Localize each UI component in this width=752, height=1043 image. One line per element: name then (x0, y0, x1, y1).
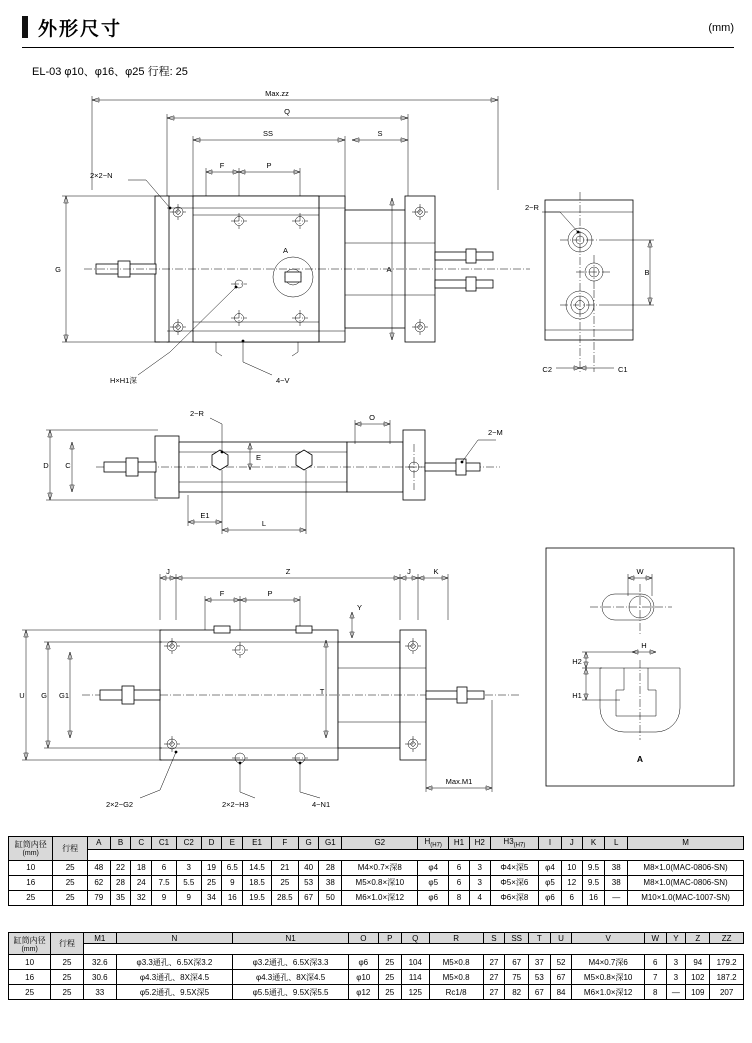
svg-text:T: T (319, 687, 325, 696)
cell-bore: 10 (9, 860, 53, 875)
th-c1: C1 (152, 837, 177, 850)
th-i: I (539, 837, 562, 850)
cell-o: φ12 (349, 985, 378, 1000)
svg-text:A: A (283, 246, 289, 255)
cell-n1: φ4.3通孔、8X深4.5 (233, 970, 349, 985)
cell-o: φ6 (349, 955, 378, 970)
cell-s: 27 (483, 970, 505, 985)
th2-w: W (644, 933, 666, 944)
th-stroke: 行程 (53, 837, 87, 861)
svg-text:G1: G1 (58, 691, 70, 700)
cell-k: 16 (582, 890, 605, 905)
cell-ss: 67 (505, 955, 529, 970)
cell-k: 9.5 (582, 875, 605, 890)
table-row (9, 985, 744, 1000)
cell-m1: 30.6 (83, 970, 116, 985)
cell-l: 38 (605, 860, 628, 875)
svg-text:J: J (166, 567, 170, 576)
cell-bore: 16 (9, 970, 51, 985)
th2-ss: SS (505, 933, 529, 944)
dimension-table-2 (8, 932, 744, 1000)
svg-text:F: F (219, 161, 225, 170)
th-b: B (110, 837, 131, 850)
cell-stroke: 25 (53, 890, 87, 905)
cell-v: M6×1.0×深12 (572, 985, 645, 1000)
cell-g2: M5×0.8×深10 (342, 875, 418, 890)
cell-w: 7 (644, 970, 666, 985)
svg-text:4−V: 4−V (276, 376, 290, 385)
svg-text:2×2−N: 2×2−N (90, 171, 113, 180)
th2-u: U (550, 933, 572, 944)
dim-o (355, 413, 390, 444)
cell-j: 12 (561, 875, 582, 890)
th2-t: T (528, 933, 550, 944)
svg-text:H2: H2 (572, 657, 582, 666)
table-row (9, 970, 744, 985)
svg-text:O: O (369, 413, 375, 422)
cell-d: 19 (201, 860, 222, 875)
leader-2m-side (461, 428, 503, 463)
cell-m: M8×1.0(MAC-0806-SN) (628, 875, 744, 890)
leader-4v (216, 340, 298, 385)
cell-z: 102 (686, 970, 710, 985)
cell-e: 16 (222, 890, 243, 905)
cell-d: 25 (201, 875, 222, 890)
table1-header-row2 (9, 849, 744, 860)
cell-b: 35 (110, 890, 131, 905)
cell-o: φ10 (349, 970, 378, 985)
th-h3: $H3_{(H7)}$ (490, 837, 538, 850)
svg-text:G: G (55, 265, 61, 274)
th2-r: R (429, 933, 483, 944)
cell-bore: 25 (9, 985, 51, 1000)
cell-p: 25 (378, 985, 401, 1000)
th2-o: O (349, 933, 378, 944)
cell-h: φ4 (418, 860, 449, 875)
cell-n1: φ3.2通孔、6.5X深3.3 (233, 955, 349, 970)
svg-text:E: E (256, 453, 262, 462)
page-title: 外形尺寸 (38, 19, 123, 40)
cell-r: M5×0.8 (429, 955, 483, 970)
th2-n: N (116, 933, 232, 944)
cell-r: Rc1/8 (429, 985, 483, 1000)
cell-m1: 33 (83, 985, 116, 1000)
cell-g2: M4×0.7×深8 (342, 860, 418, 875)
th-h1: H1 (449, 837, 470, 850)
cell-p: 25 (378, 970, 401, 985)
cell-a: 79 (87, 890, 110, 905)
th2-bore: 缸筒内径 (mm) (9, 933, 51, 955)
cell-q: 125 (402, 985, 430, 1000)
cell-c1: 9 (152, 890, 177, 905)
svg-text:Y: Y (357, 603, 363, 612)
cell-h: φ6 (418, 890, 449, 905)
svg-text:K: K (433, 567, 439, 576)
th2-v: V (572, 933, 645, 944)
leader-2x2-h3 (222, 762, 255, 809)
dimension-table-1 (8, 836, 744, 906)
cell-n: φ3.3通孔、6.5X深3.2 (116, 955, 232, 970)
cell-t: 67 (528, 985, 550, 1000)
cell-g: 40 (298, 860, 319, 875)
th-g: G (298, 837, 319, 850)
cell-bore: 25 (9, 890, 53, 905)
th-h2: H2 (469, 837, 490, 850)
cell-a: 62 (87, 875, 110, 890)
cell-g: 67 (298, 890, 319, 905)
cell-h2: 3 (469, 875, 490, 890)
cell-u: 52 (550, 955, 572, 970)
cell-r: M5×0.8 (429, 970, 483, 985)
th-g1: G1 (319, 837, 342, 850)
cell-e1: 18.5 (243, 875, 272, 890)
cell-w: 6 (644, 955, 666, 970)
th2-zz: ZZ (710, 933, 744, 944)
cell-v: M5×0.8×深10 (572, 970, 645, 985)
table-row (9, 890, 744, 905)
cell-z: 109 (686, 985, 710, 1000)
dim-z-row (160, 567, 448, 620)
th-j: J (561, 837, 582, 850)
th-f: F (271, 837, 298, 850)
th2-z: Z (686, 933, 710, 944)
cell-h1: 8 (449, 890, 470, 905)
cell-bore: 16 (9, 875, 53, 890)
cell-p: 25 (378, 955, 401, 970)
dim-max-m1 (426, 700, 492, 792)
table-row (9, 860, 744, 875)
cell-stroke: 25 (51, 970, 84, 985)
cell-s: 27 (483, 985, 505, 1000)
th2-q: Q (402, 933, 430, 944)
cell-s: 27 (483, 955, 505, 970)
cell-n: φ4.3通孔、8X深4.5 (116, 970, 232, 985)
cell-g1: 38 (319, 875, 342, 890)
th-c2: C2 (176, 837, 201, 850)
cell-stroke: 25 (53, 875, 87, 890)
table2-header-row (9, 933, 744, 944)
cell-y: 3 (666, 970, 686, 985)
cell-g2: M6×1.0×深12 (342, 890, 418, 905)
cell-zz: 187.2 (710, 970, 744, 985)
cell-u: 67 (550, 970, 572, 985)
svg-text:F: F (219, 589, 225, 598)
cell-m1: 32.6 (83, 955, 116, 970)
cell-y: 3 (666, 955, 686, 970)
svg-text:A: A (636, 754, 644, 764)
svg-text:P: P (266, 161, 272, 170)
cell-q: 114 (402, 970, 430, 985)
dim-q (167, 107, 408, 196)
cell-d: 34 (201, 890, 222, 905)
cell-h1: 6 (449, 860, 470, 875)
svg-text:Z: Z (285, 567, 291, 576)
leader-4-n1 (299, 762, 331, 809)
svg-text:C: C (65, 461, 71, 470)
cell-h2: 4 (469, 890, 490, 905)
cell-i: φ6 (539, 890, 562, 905)
cell-m: M8×1.0(MAC-0806-SN) (628, 860, 744, 875)
svg-text:U: U (19, 691, 25, 700)
cell-stroke: 25 (51, 955, 84, 970)
cell-i: φ4 (539, 860, 562, 875)
cell-z: 94 (686, 955, 710, 970)
svg-text:G: G (41, 691, 47, 700)
svg-text:B: B (644, 268, 650, 277)
cell-k: 9.5 (582, 860, 605, 875)
cell-f: 28.5 (271, 890, 298, 905)
svg-text:D: D (43, 461, 49, 470)
cell-t: 37 (528, 955, 550, 970)
cell-bore: 10 (9, 955, 51, 970)
cell-b: 22 (110, 860, 131, 875)
svg-text:L: L (261, 519, 267, 528)
cell-stroke: 25 (53, 860, 87, 875)
cell-g1: 28 (319, 860, 342, 875)
svg-text:2−R: 2−R (525, 203, 539, 212)
th2-y: Y (666, 933, 686, 944)
svg-text:2−R: 2−R (190, 409, 204, 418)
svg-text:H: H (641, 641, 647, 650)
cell-h1: 6 (449, 875, 470, 890)
svg-text:Q: Q (284, 107, 290, 116)
cell-ss: 82 (505, 985, 529, 1000)
svg-text:S: S (377, 129, 383, 138)
cell-ss: 75 (505, 970, 529, 985)
cell-l: — (605, 890, 628, 905)
cell-e1: 14.5 (243, 860, 272, 875)
cell-l: 38 (605, 875, 628, 890)
cell-v: M4×0.7深6 (572, 955, 645, 970)
dim-maxzz (92, 89, 498, 190)
cell-e1: 19.5 (243, 890, 272, 905)
svg-text:2×2−H3: 2×2−H3 (222, 800, 249, 809)
unit-label: (mm) (708, 22, 734, 34)
cell-u: 84 (550, 985, 572, 1000)
cell-zz: 179.2 (710, 955, 744, 970)
svg-text:E1: E1 (200, 511, 210, 520)
cell-q: 104 (402, 955, 430, 970)
th-e1: E1 (243, 837, 272, 850)
cell-n1: φ5.5通孔、9.5X深5.5 (233, 985, 349, 1000)
cell-zz: 207 (710, 985, 744, 1000)
table2-header-row2 (9, 944, 744, 955)
th-e: E (222, 837, 243, 850)
model-spec-line: EL-03 φ10、φ16、φ25 行程: 25 (32, 66, 188, 78)
cell-h: φ5 (418, 875, 449, 890)
cell-c1: 6 (152, 860, 177, 875)
cell-j: 6 (561, 890, 582, 905)
cell-c: 18 (131, 860, 152, 875)
svg-text:2×2−G2: 2×2−G2 (106, 800, 134, 809)
svg-text:W: W (636, 567, 644, 576)
svg-text:Max.zz: Max.zz (265, 89, 289, 98)
cell-i: φ5 (539, 875, 562, 890)
th-l: L (605, 837, 628, 850)
cell-h3: Φ5×深6 (490, 875, 538, 890)
th-a: A (87, 837, 110, 850)
cell-c: 32 (131, 890, 152, 905)
th-g2: G2 (342, 837, 418, 850)
svg-text:P: P (267, 589, 273, 598)
cell-stroke: 25 (51, 985, 84, 1000)
svg-text:SS: SS (262, 129, 274, 138)
cell-c: 24 (131, 875, 152, 890)
svg-text:A: A (386, 265, 392, 274)
th-bore: 缸筒内径 (mm) (9, 837, 53, 861)
cell-f: 21 (271, 860, 298, 875)
cell-w: 8 (644, 985, 666, 1000)
svg-text:H×H1深: H×H1深 (110, 376, 137, 385)
cell-t: 53 (528, 970, 550, 985)
cell-e: 6.5 (222, 860, 243, 875)
svg-text:Max.M1: Max.M1 (445, 777, 473, 786)
cell-c2: 5.5 (176, 875, 201, 890)
cell-b: 28 (110, 875, 131, 890)
cell-c2: 3 (176, 860, 201, 875)
th-k: K (582, 837, 605, 850)
cell-g1: 50 (319, 890, 342, 905)
cell-e: 9 (222, 875, 243, 890)
table-row (9, 955, 744, 970)
cell-c1: 7.5 (152, 875, 177, 890)
th-c: C (131, 837, 152, 850)
th-m: M (628, 837, 744, 850)
svg-text:C1: C1 (618, 365, 628, 374)
th-h: $H_{(H7)}$ (418, 837, 449, 850)
th2-m1: M1 (83, 933, 116, 944)
cell-a: 48 (87, 860, 110, 875)
svg-text:2−M: 2−M (488, 428, 503, 437)
th2-p: P (378, 933, 401, 944)
svg-text:C2: C2 (542, 365, 552, 374)
th2-s: S (483, 933, 505, 944)
cell-n: φ5.2通孔、9.5X深5 (116, 985, 232, 1000)
cell-j: 10 (561, 860, 582, 875)
cell-m: M10×1.0(MAC-1007-SN) (628, 890, 744, 905)
th2-n1: N1 (233, 933, 349, 944)
svg-text:4−N1: 4−N1 (312, 800, 331, 809)
cell-h3: Φ4×深5 (490, 860, 538, 875)
table-row (9, 875, 744, 890)
svg-text:H1: H1 (572, 691, 582, 700)
table1-header-row (9, 837, 744, 850)
cell-h3: Φ6×深8 (490, 890, 538, 905)
cell-g: 53 (298, 875, 319, 890)
cell-h2: 3 (469, 860, 490, 875)
th2-stroke: 行程 (51, 933, 84, 955)
cell-y: — (666, 985, 686, 1000)
svg-text:J: J (407, 567, 411, 576)
th-d: D (201, 837, 222, 850)
cell-c2: 9 (176, 890, 201, 905)
dim-f-p-bottom (205, 589, 300, 632)
cell-f: 25 (271, 875, 298, 890)
detail-a-drawing (572, 567, 680, 764)
